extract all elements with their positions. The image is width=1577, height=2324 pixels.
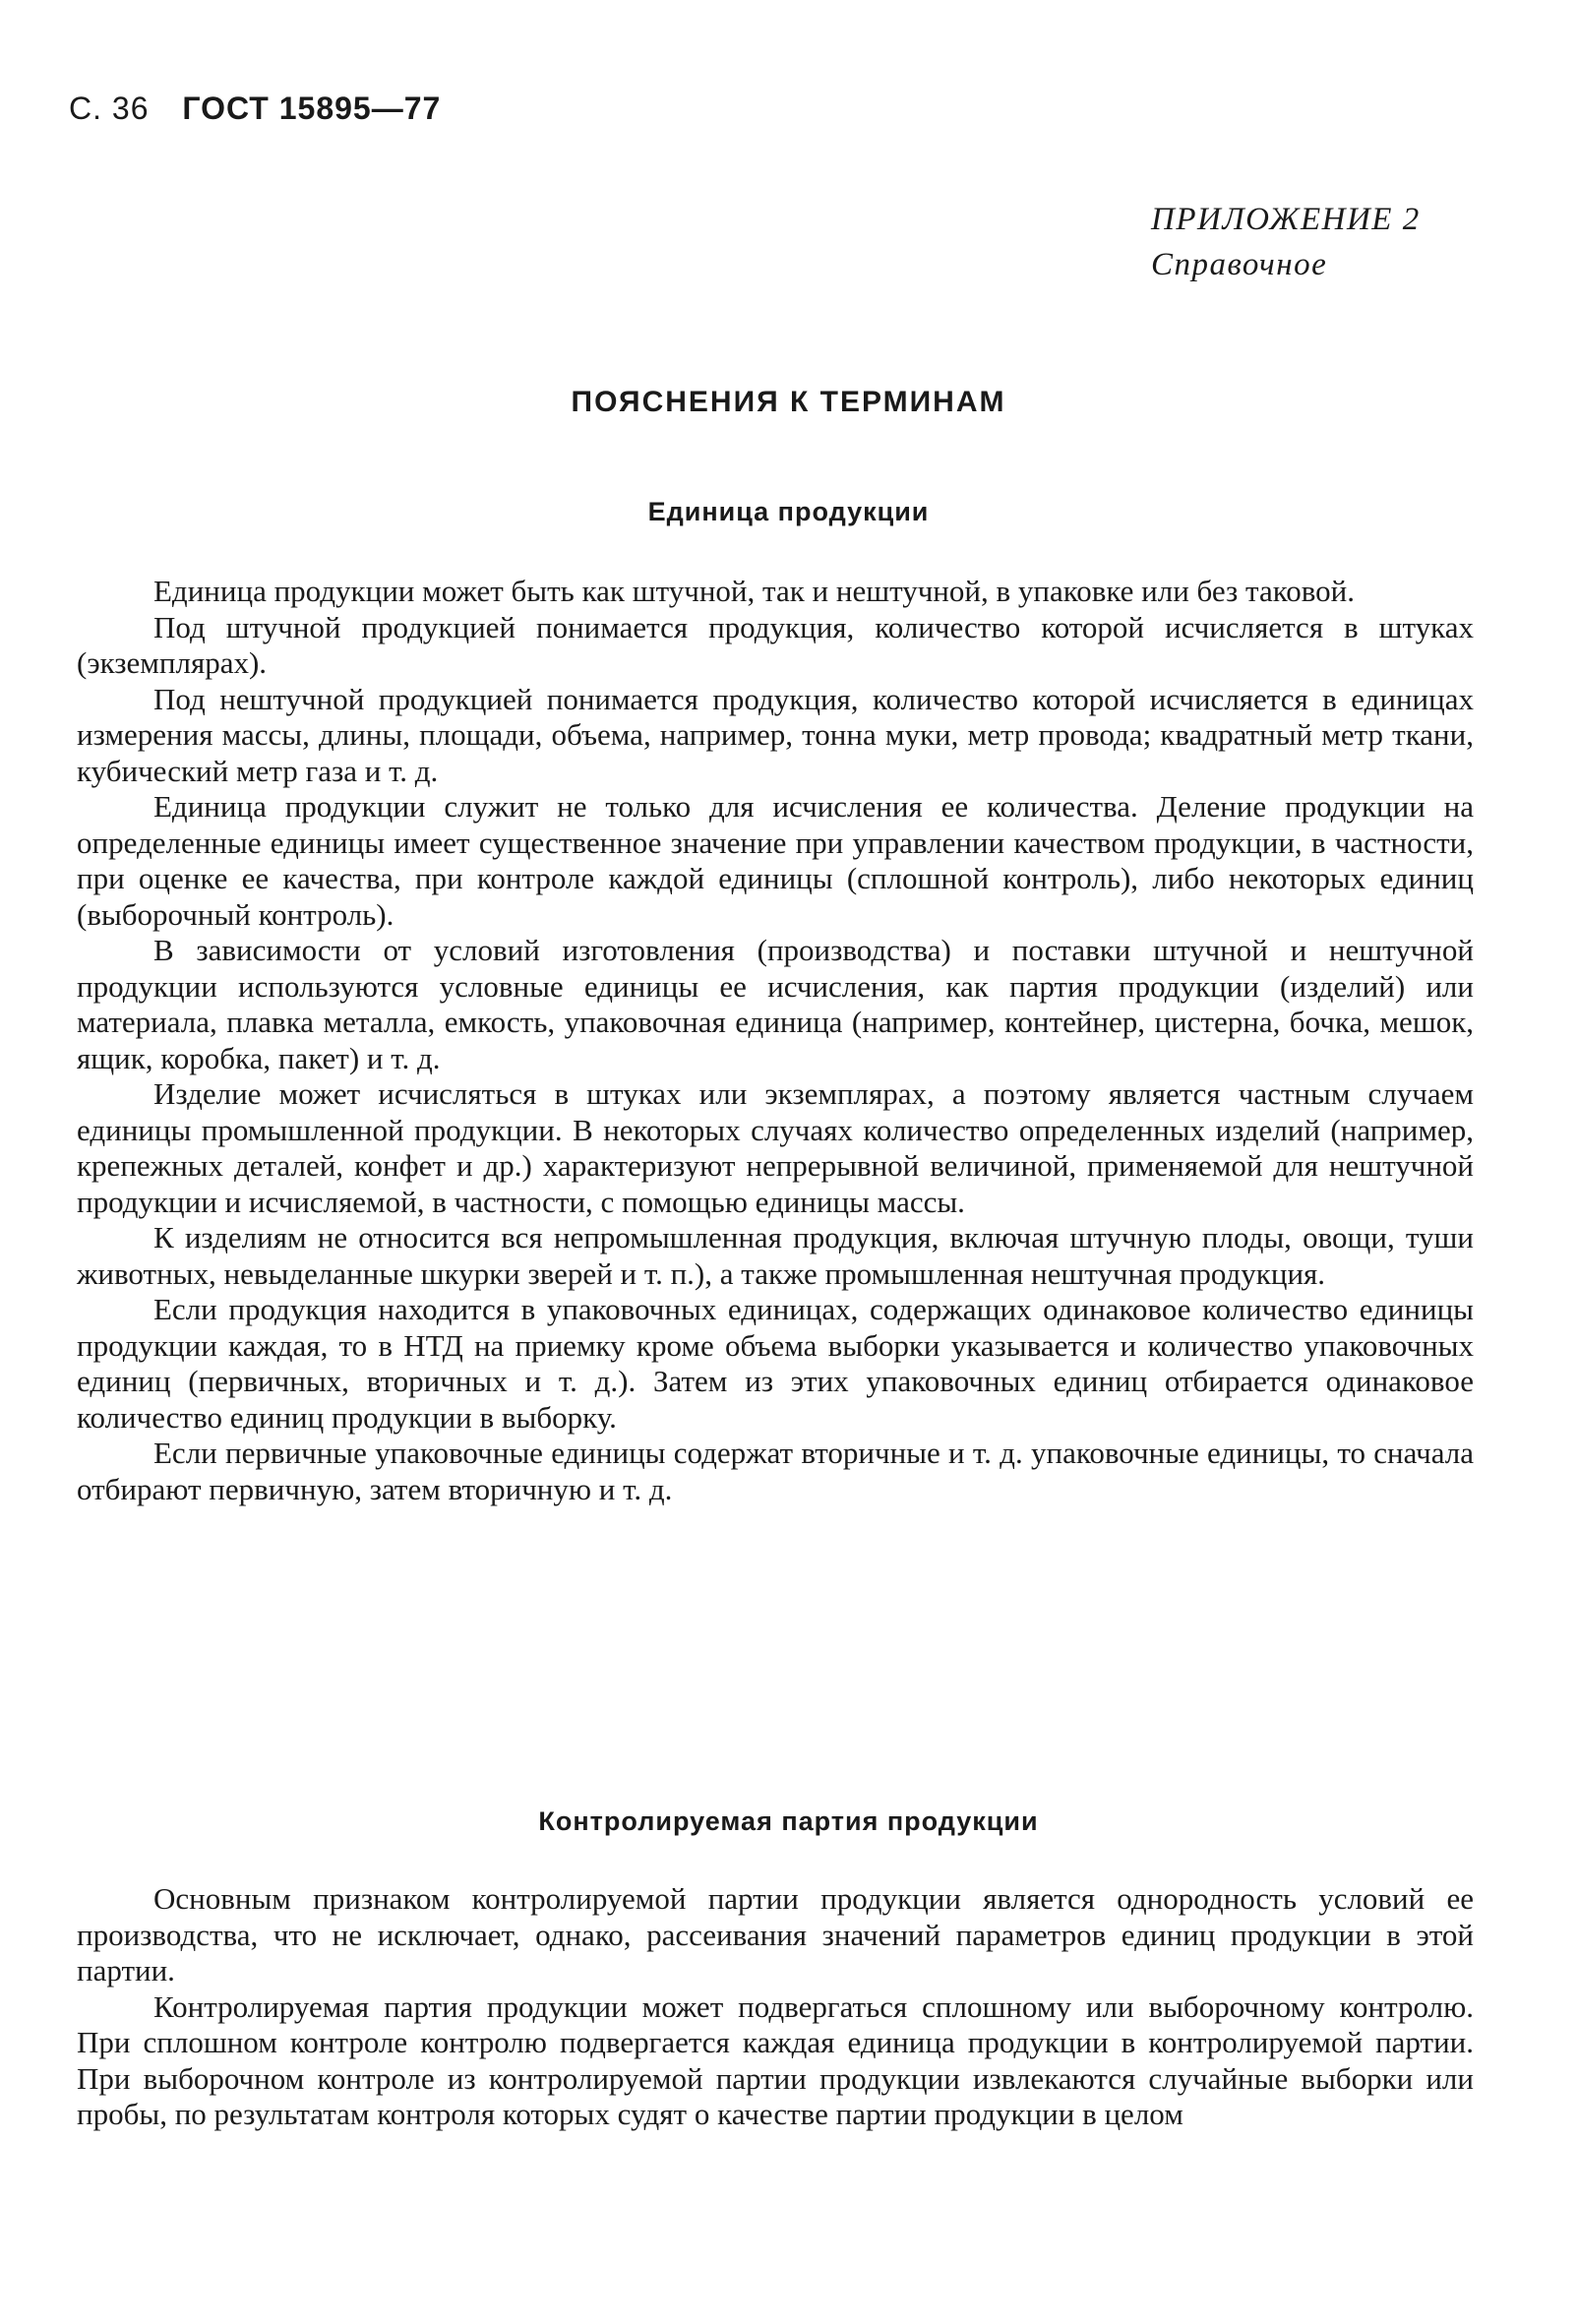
- paragraph: К изделиям не относится вся непромышленная продукция, включая штучную плоды, овощи, туши животных, невыделанные шкурки зверей и т. п.), а также промышленная нештучная продукция.: [77, 1220, 1474, 1291]
- paragraph: Единица продукции служит не только для исчисления ее количества. Деление продукции на определенные единицы имеет существенное значение при управлении качеством продукции, в частности, при оценке ее качества, при контроле каждой единицы (сплошной контроль), либо некоторых единиц (выборочный контроль).: [77, 789, 1474, 932]
- paragraph: Если первичные упаковочные единицы содержат вторичные и т. д. упаковочные единицы, то сначала отбирают первичную, затем вторичную и т. д.: [77, 1436, 1474, 1506]
- section-body-controlled-batch: [77, 1881, 1474, 2133]
- paragraph: Контролируемая партия продукции может подвергаться сплошному или выборочному контролю. При сплошном контроле контролю подвергается каждая единица продукции в контролируемой партии. При выборочном контроле из контролируемой партии продукции извлекаются случайные выборки или пробы, по результатам контроля которых судят о качестве партии продукции в целом: [77, 1988, 1474, 2131]
- paragraph: Под нештучной продукцией понимается продукция, количество которой исчисляется в единицах измерения массы, длины, площади, объема, например, тонна муки, метр провода; квадратный метр ткани, кубический метр газа и т. д.: [77, 681, 1474, 788]
- appendix-label-block: [1151, 197, 1421, 287]
- document-title: ПОЯСНЕНИЯ К ТЕРМИНАМ: [571, 386, 1006, 418]
- section-body-product-unit: [77, 574, 1474, 1507]
- paragraph: Изделие может исчисляться в штуках или экземплярах, а поэтому является частным случаем единицы промышленной продукции. В некоторых случаях количество определенных изделий (например, крепежных деталей, конфет и др.) характеризуют непрерывной величиной, применяемой для нештучной продукции и исчисляемой, в частности, с помощью единицы массы.: [77, 1076, 1474, 1219]
- page-number: С. 36: [69, 91, 150, 126]
- paragraph: Под штучной продукцией понимается продукция, количество которой исчисляется в штуках (экземплярах).: [77, 609, 1474, 680]
- paragraph: Основным признаком контролируемой партии продукции является однородность условий ее производства, что не исключает, однако, рассеивания значений параметров единиц продукции в этой партии.: [77, 1881, 1474, 1988]
- appendix-type: Справочное: [1151, 247, 1328, 282]
- appendix-number: ПРИЛОЖЕНИЕ 2: [1151, 202, 1421, 237]
- paragraph: Единица продукции может быть как штучной, так и нештучной, в упаковке или без таковой.: [153, 574, 1355, 608]
- page-header: [69, 91, 441, 127]
- paragraph: В зависимости от условий изготовления (производства) и поставки штучной и нештучной продукции используются условные единицы ее исчисления, как партия продукции (изделий) или материала, плавка металла, емкость, упаковочная единица (например, контейнер, цистерна, бочка, мешок, ящик, коробка, пакет) и т. д.: [77, 933, 1474, 1075]
- standard-designation: ГОСТ 15895—77: [182, 91, 442, 126]
- paragraph: Если продукция находится в упаковочных единицах, содержащих одинаковое количество единицы продукции каждая, то в НТД на приемку кроме объема выборки указывается и количество упаковочных единиц (первичных, вторичных и т. д.). Затем из этих упаковочных единиц отбирается одинаковое количество единиц продукции в выборку.: [77, 1292, 1474, 1435]
- section-heading-controlled-batch: Контролируемая партия продукции: [538, 1806, 1039, 1836]
- section-heading-product-unit: Единица продукции: [647, 497, 930, 526]
